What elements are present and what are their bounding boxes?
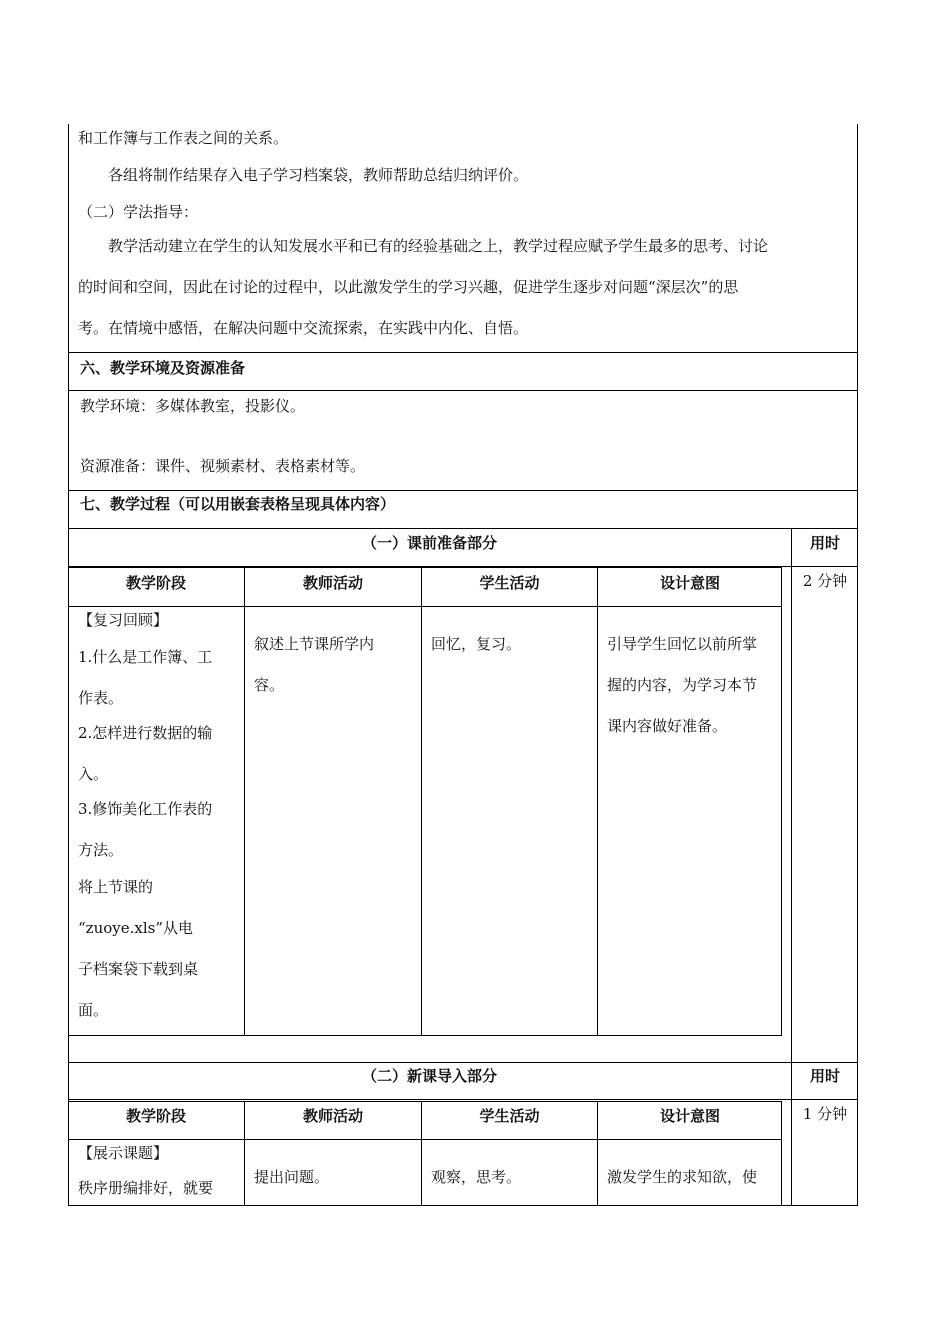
stage-line: 作表。 [78, 689, 124, 707]
design-intent-line: 激发学生的求知欲，使 [607, 1168, 758, 1186]
stage-line: “zuoye.xls”从电 [78, 919, 194, 937]
time-value: 2 分钟 [802, 572, 848, 590]
text-line: 各组将制作结果存入电子学习档案袋，教师帮助总结归纳评价。 [108, 166, 529, 184]
part-title: （二）新课导入部分 [361, 1067, 497, 1085]
stage-line: 1.什么是工作簿、工 [78, 648, 213, 666]
time-value: 1 分钟 [802, 1105, 848, 1123]
subheading: （二）学法指导： [78, 203, 199, 221]
stage-line: 面。 [78, 1001, 109, 1019]
paragraph-line: 考。在情境中感悟，在解决问题中交流探索，在实践中内化、自悟。 [78, 319, 529, 337]
student-activity-line: 回忆，复习。 [431, 635, 522, 653]
time-header: 用时 [809, 1067, 840, 1085]
paragraph-line: 教学活动建立在学生的认知发展水平和已有的经验基础之上，教学过程应赋予学生最多的思考、讨论 [108, 237, 769, 255]
divider [68, 1139, 782, 1140]
stage-line: 子档案袋下载到桌 [78, 960, 199, 978]
design-intent-line: 握的内容，为学习本节 [607, 676, 758, 694]
stage-line: 3.修饰美化工作表的 [78, 800, 213, 818]
column-header: 学生活动 [479, 574, 540, 592]
time-header: 用时 [809, 534, 840, 552]
divider [68, 528, 858, 529]
column-header: 设计意图 [659, 1107, 720, 1125]
section-title: 七、教学过程（可以用嵌套表格呈现具体内容） [80, 495, 396, 513]
design-intent-line: 引导学生回忆以前所掌 [607, 635, 758, 653]
stage-line: 方法。 [78, 841, 124, 859]
divider [68, 1099, 858, 1100]
environment-text: 教学环境：多媒体教室，投影仪。 [80, 397, 306, 415]
stage-line: 将上节课的 [78, 878, 154, 896]
divider [244, 567, 245, 1036]
teacher-activity-line: 容。 [254, 676, 285, 694]
divider [68, 390, 858, 391]
stage-line: 入。 [78, 765, 109, 783]
column-header: 教学阶段 [125, 1107, 186, 1125]
text-line: 和工作簿与工作表之间的关系。 [78, 129, 289, 147]
part-title: （一）课前准备部分 [361, 534, 497, 552]
column-header: 学生活动 [479, 1107, 540, 1125]
paragraph-line: 的时间和空间，因此在讨论的过程中，以此激发学生的学习兴趣，促进学生逐步对问题“深层次”的思 [78, 278, 739, 296]
stage-line: 秩序册编排好，就要 [78, 1179, 214, 1197]
section-title: 六、教学环境及资源准备 [80, 359, 246, 377]
divider [68, 606, 782, 607]
divider [68, 1062, 858, 1063]
column-header: 设计意图 [659, 574, 720, 592]
design-intent-line: 课内容做好准备。 [607, 717, 728, 735]
resources-text: 资源准备：课件、视频素材、表格素材等。 [80, 457, 366, 475]
column-header: 教学阶段 [125, 574, 186, 592]
divider [597, 567, 598, 1036]
stage-line: 2.怎样进行数据的输 [78, 724, 213, 742]
divider [68, 490, 858, 491]
column-header: 教师活动 [302, 574, 363, 592]
divider [421, 567, 422, 1036]
teacher-activity-line: 提出问题。 [254, 1168, 330, 1186]
column-header: 教师活动 [302, 1107, 363, 1125]
stage-line: 【复习回顾】 [78, 611, 169, 629]
student-activity-line: 观察，思考。 [431, 1168, 522, 1186]
divider [68, 352, 858, 353]
stage-line: 【展示课题】 [78, 1144, 169, 1162]
teacher-activity-line: 叙述上节课所学内 [254, 635, 375, 653]
